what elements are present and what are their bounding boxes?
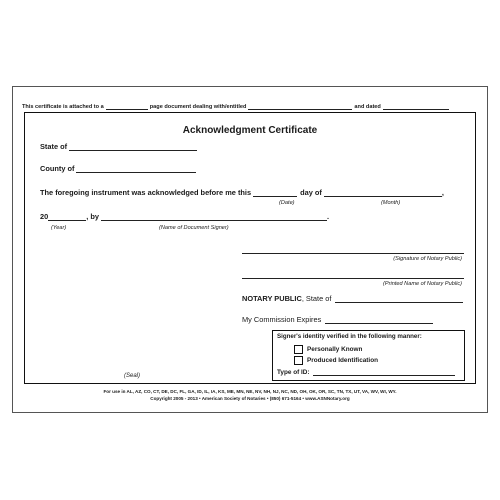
- county-field[interactable]: [76, 165, 196, 173]
- by-label: , by: [86, 212, 99, 221]
- produced-id-checkbox[interactable]: [294, 356, 303, 365]
- month-field[interactable]: [324, 189, 442, 197]
- attachment-line: [22, 98, 480, 110]
- county-label: County of: [40, 164, 75, 173]
- day-of-label: day of: [300, 188, 322, 197]
- year-field[interactable]: [48, 213, 86, 221]
- year-prefix: 20: [40, 212, 49, 221]
- notary-state-label: , State of: [301, 294, 332, 303]
- commission-label: My Commission Expires: [242, 315, 322, 324]
- type-of-id-field[interactable]: [313, 369, 455, 376]
- year-caption: (Year): [51, 225, 67, 231]
- commission-row: [242, 315, 433, 324]
- acknowledged-text: The foregoing instrument was acknowledged before me this: [40, 188, 252, 197]
- signer-caption: (Name of Document Signer): [159, 225, 229, 231]
- personally-known-label: Personally Known: [307, 346, 363, 353]
- seal-caption: (Seal): [124, 373, 141, 379]
- state-label: State of: [40, 142, 68, 151]
- date-caption: (Date): [279, 200, 295, 206]
- period: .: [326, 212, 330, 221]
- attached-prefix: This certificate is attached to a: [22, 104, 104, 110]
- notary-state-row: [242, 294, 463, 303]
- identity-box-title: Signer's identity verified in the following manner:: [277, 333, 422, 340]
- notary-state-field[interactable]: [335, 295, 463, 303]
- document-title-field[interactable]: [248, 103, 352, 110]
- month-caption: (Month): [381, 200, 401, 206]
- type-of-id-label: Type of ID:: [277, 369, 310, 376]
- page-doc-label: page document dealing with/entitled: [149, 104, 247, 110]
- printed-name-field[interactable]: [242, 278, 464, 279]
- year-signer-row: [40, 212, 329, 221]
- produced-id-label: Produced Identification: [307, 357, 379, 364]
- notary-signature-field[interactable]: [242, 253, 464, 254]
- and-dated-label: and dated: [354, 104, 381, 110]
- certificate-title: Acknowledgment Certificate: [182, 125, 318, 136]
- signature-caption: (Signature of Notary Public): [393, 256, 462, 262]
- signer-name-field[interactable]: [101, 212, 330, 221]
- type-of-id-row: [277, 369, 455, 376]
- printed-name-caption: (Printed Name of Notary Public): [383, 281, 462, 287]
- document-date-field[interactable]: [383, 103, 449, 110]
- page-count-field[interactable]: [106, 103, 148, 110]
- footer-states: For use in AL, AZ, CO, CT, DE, DC, FL, GA, ID, IL, IA, KS, ME, MN, NE, NV, NH, NJ, NC, ND, OH, OK, OR, SC, TN, TX, UT, VA, WV, WI, WY.: [103, 389, 397, 394]
- comma: ,: [441, 188, 444, 197]
- county-row: [40, 164, 196, 173]
- state-row: [40, 142, 197, 151]
- notary-public-label: NOTARY PUBLIC: [242, 294, 302, 303]
- commission-field[interactable]: [325, 316, 433, 324]
- personally-known-checkbox[interactable]: [294, 345, 303, 354]
- state-field[interactable]: [69, 143, 197, 151]
- footer-copyright: Copyright 2005 - 2013 • American Society of Notaries • (850) 671-5164 • www.ASNNotary.org: [150, 396, 350, 401]
- acknowledged-row: [40, 188, 444, 197]
- day-field[interactable]: [253, 189, 297, 197]
